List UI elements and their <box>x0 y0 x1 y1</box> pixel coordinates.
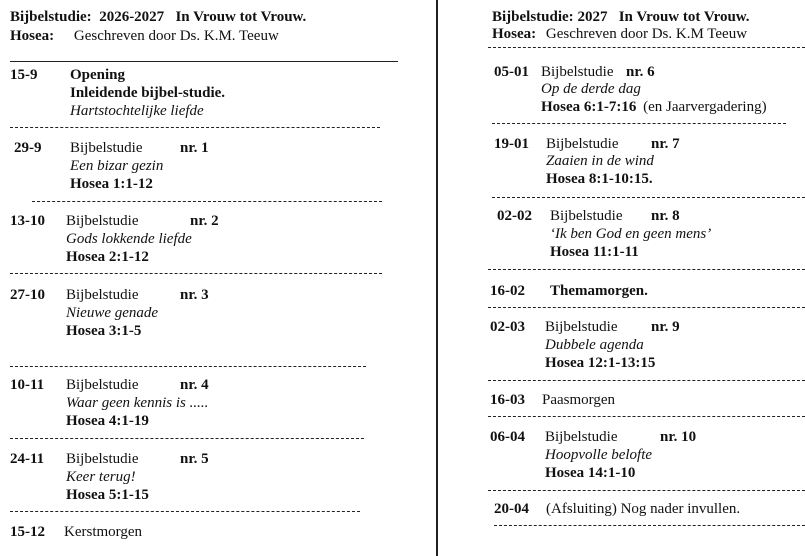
entry-date: 24-11 <box>10 451 45 467</box>
entry-passage: Hosea 3:1-5 <box>66 323 142 339</box>
entry-date: 16-02 <box>490 283 525 299</box>
entry-type: Kerstmorgen <box>64 524 143 540</box>
separator <box>10 366 366 367</box>
entry-type: Bijbelstudie <box>550 208 623 224</box>
entry-type: Bijbelstudie <box>66 377 139 393</box>
entry-subtitle: Zaaien in de wind <box>546 153 654 169</box>
entry-date: 10-11 <box>10 377 45 393</box>
header-book: Hosea: <box>10 28 55 44</box>
separator <box>488 47 805 48</box>
entry-type: Bijbelstudie <box>66 287 139 303</box>
entry-date: 13-10 <box>10 213 45 229</box>
entry-subtitle: Gods lokkende liefde <box>66 231 192 247</box>
right-header-line1 <box>492 8 750 26</box>
entry-subtitle: Waar geen kennis is ..... <box>66 395 209 411</box>
entry-subtitle: ‘Ik ben God en geen mens’ <box>550 226 712 242</box>
entry-passage: Hosea 4:1-19 <box>66 413 149 429</box>
entry-date: 02-03 <box>490 319 525 335</box>
separator <box>488 490 805 491</box>
entry-passage-line <box>541 98 767 116</box>
header-years: 2026-2027 <box>99 9 165 25</box>
entry-line3: Hartstochtelijke liefde <box>70 103 204 119</box>
separator <box>488 416 805 417</box>
separator <box>10 511 360 512</box>
separator <box>10 273 382 274</box>
entry-line2: Inleidende bijbel-studie. <box>70 85 226 101</box>
entry-passage: Hosea 1:1-12 <box>70 176 153 192</box>
entry-passage: Hosea 2:1-12 <box>66 249 149 265</box>
entry-passage: Hosea 12:1-13:15 <box>545 355 656 371</box>
entry-date: 02-02 <box>497 208 532 224</box>
entry-passage: Hosea 5:1-15 <box>66 487 149 503</box>
column-divider <box>436 0 438 556</box>
entry-date: 29-9 <box>14 140 42 156</box>
separator <box>488 269 805 270</box>
separator <box>494 525 805 526</box>
entry-subtitle: Op de derde dag <box>541 81 641 97</box>
entry-date: 20-04 <box>494 501 529 517</box>
entry-number: nr. 2 <box>190 213 219 229</box>
entry-type: Bijbelstudie <box>545 319 618 335</box>
separator <box>488 380 805 381</box>
entry-date: 05-01 <box>494 64 529 80</box>
entry-type: Bijbelstudie <box>70 140 143 156</box>
entry-date: 19-01 <box>494 136 529 152</box>
entry-date: 15-9 <box>10 67 38 83</box>
entry-passage: Hosea 14:1-10 <box>545 465 636 481</box>
entry-line1: Opening <box>70 67 126 83</box>
separator <box>32 201 382 202</box>
entry-number: nr. 9 <box>651 319 680 335</box>
header-author: Geschreven door Ds. K.M. Teeuw <box>73 28 279 44</box>
entry-type: Paasmorgen <box>542 392 616 408</box>
header-author: Geschreven door Ds. K.M Teeuw <box>545 26 748 42</box>
entry-type: Bijbelstudie <box>66 213 139 229</box>
entry-type: Bijbelstudie <box>546 136 619 152</box>
entry-type: Bijbelstudie <box>541 64 614 80</box>
left-header-line1 <box>10 8 306 26</box>
entry-number: nr. 5 <box>180 451 209 467</box>
separator <box>10 438 364 439</box>
entry-date: 06-04 <box>490 429 525 445</box>
entry-number: nr. 10 <box>660 429 697 445</box>
entry-type: Themamorgen. <box>550 283 648 299</box>
entry-subtitle: Hoopvolle belofte <box>545 447 653 463</box>
entry-passage: Hosea 11:1-11 <box>550 244 639 260</box>
entry-number: nr. 1 <box>180 140 209 156</box>
header-title: In Vrouw tot Vrouw. <box>175 9 307 25</box>
left-header-rule <box>10 61 398 62</box>
entry-date: 16-03 <box>490 392 525 408</box>
entry-subtitle: Keer terug! <box>66 469 136 485</box>
entry-passage: Hosea 8:1-10:15. <box>546 171 653 187</box>
entry-passage-note: (en Jaarvergadering) <box>643 99 767 115</box>
header-book: Hosea: <box>492 26 537 42</box>
entry-subtitle: Dubbele agenda <box>545 337 644 353</box>
entry-number: nr. 8 <box>651 208 680 224</box>
entry-number: nr. 4 <box>180 377 209 393</box>
header-title: In Vrouw tot Vrouw. <box>618 9 750 25</box>
entry-subtitle: Nieuwe genade <box>66 305 159 321</box>
entry-number: nr. 6 <box>626 64 655 80</box>
entry-passage: Hosea 6:1-7:16 <box>541 99 637 115</box>
left-header-line2 <box>10 27 279 45</box>
entry-date: 15-12 <box>10 524 45 540</box>
entry-number: nr. 3 <box>180 287 209 303</box>
separator <box>488 307 805 308</box>
separator <box>492 197 805 198</box>
separator <box>492 123 786 124</box>
entry-subtitle: Een bizar gezin <box>70 158 164 174</box>
entry-type: (Afsluiting) Nog nader invullen. <box>546 501 741 517</box>
entry-number: nr. 7 <box>651 136 680 152</box>
header-years: 2027 <box>577 9 608 25</box>
separator <box>10 127 380 128</box>
header-label: Bijbelstudie: <box>10 9 92 25</box>
entry-type: Bijbelstudie <box>66 451 139 467</box>
right-header-line2 <box>492 25 747 43</box>
header-label: Bijbelstudie: <box>492 9 574 25</box>
entry-date: 27-10 <box>10 287 45 303</box>
entry-type: Bijbelstudie <box>545 429 618 445</box>
